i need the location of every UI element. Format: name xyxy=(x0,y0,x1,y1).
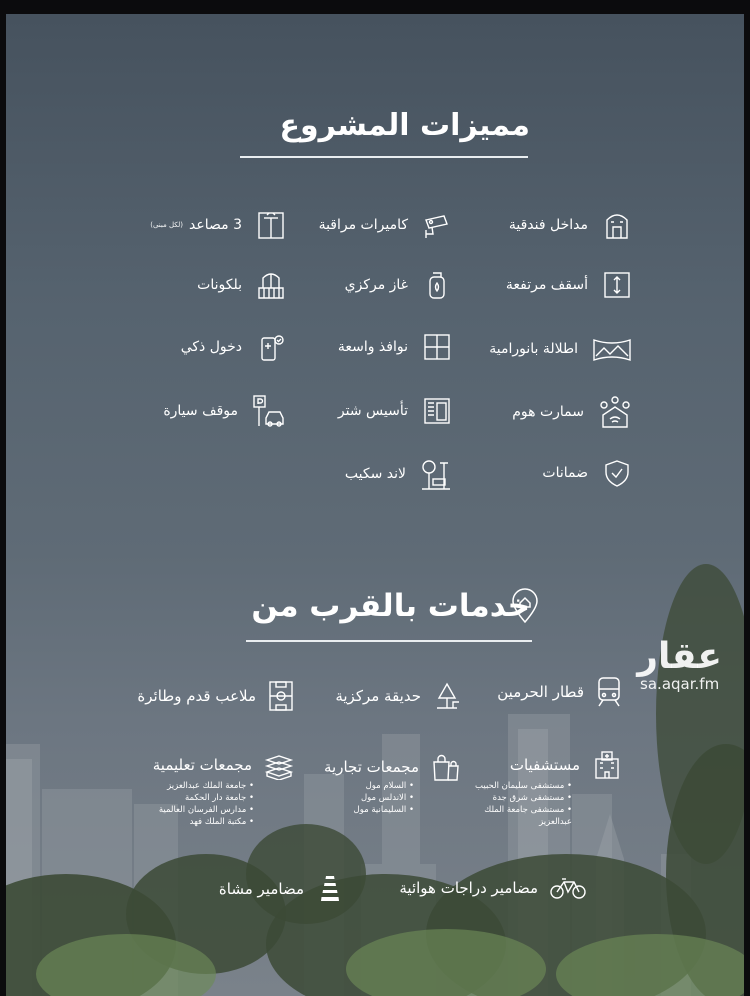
service-central-park: حديقة مركزية xyxy=(335,682,461,710)
service-sports-fields: ملاعب قدم وطائرة xyxy=(137,680,294,712)
parking-icon xyxy=(252,394,286,428)
list-item: • مدارس الفرسان العالمية xyxy=(159,804,254,816)
hotel-entrance-icon xyxy=(602,210,632,240)
aqar-logo: عقار xyxy=(637,636,722,677)
list-item: • جامعة الملك عبدالعزيز xyxy=(159,780,254,792)
feature-panoramic-view: اطلالة بانورامية xyxy=(489,334,632,364)
feature-security-cameras: كاميرات مراقبة xyxy=(319,210,452,240)
service-shopping-malls: مجمعات تجارية xyxy=(324,752,461,782)
feature-landscape: لاند سكيب xyxy=(345,457,452,491)
elevator-icon xyxy=(256,210,286,240)
shutter-icon xyxy=(422,396,452,426)
service-hospitals: مستشفيات xyxy=(510,750,622,780)
security-camera-icon xyxy=(422,210,452,240)
feature-elevators: 3 مصاعد (لكل مبنى) xyxy=(150,210,286,240)
feature-smart-entry: دخول ذكي xyxy=(181,332,286,362)
list-item: • مستشفى شرق جدة xyxy=(462,792,572,804)
smart-home-icon xyxy=(598,395,632,429)
feature-shutter-ready: تأسيس شتر xyxy=(338,396,452,426)
panorama-icon xyxy=(592,334,632,364)
feature-smart-home: سمارت هوم xyxy=(512,395,632,429)
features-title: مميزات المشروع xyxy=(279,108,530,143)
location-pin-icon xyxy=(511,588,539,624)
list-item: • جامعة دار الحكمة xyxy=(159,792,254,804)
nearby-title: خدمات بالقرب من xyxy=(251,588,530,624)
feature-wide-windows: نوافذ واسعة xyxy=(338,332,452,362)
list-item: • مكتبة الملك فهد xyxy=(159,816,254,828)
city-skyline-background xyxy=(6,14,744,996)
list-item: • مستشفى سليمان الحبيب xyxy=(462,780,572,792)
list-item: • الاندلس مول xyxy=(354,792,414,804)
malls-list xyxy=(354,780,414,816)
education-list xyxy=(159,780,254,828)
gas-cylinder-icon xyxy=(422,270,452,300)
aqar-url: sa.aqar.fm xyxy=(640,675,720,693)
features-title-underline xyxy=(240,156,528,158)
feature-warranties: ضمانات xyxy=(542,458,632,488)
list-item: • السليمانية مول xyxy=(354,804,414,816)
poster xyxy=(6,14,744,996)
shopping-bags-icon xyxy=(431,752,461,782)
high-ceiling-icon xyxy=(602,270,632,300)
feature-high-ceilings: أسقف مرتفعة xyxy=(506,270,632,300)
soccer-field-icon xyxy=(268,680,294,712)
hospital-icon xyxy=(592,750,622,780)
aqar-watermark xyxy=(637,636,722,693)
balcony-icon xyxy=(256,270,286,300)
crosswalk-icon xyxy=(316,874,344,904)
train-icon xyxy=(596,676,622,708)
hospitals-list xyxy=(462,780,572,828)
feature-central-gas: غاز مركزي xyxy=(345,270,452,300)
feature-balconies: بلكونات xyxy=(197,270,286,300)
shield-check-icon xyxy=(602,458,632,488)
feature-parking: موقف سيارة xyxy=(163,394,286,428)
window-icon xyxy=(422,332,452,362)
books-icon xyxy=(264,750,294,780)
service-bike-tracks: مضامير دراجات هوائية xyxy=(399,876,586,900)
nearby-title-underline xyxy=(246,640,532,642)
service-walking-tracks: مضامير مشاة xyxy=(219,874,344,904)
service-haramain-train: قطار الحرمين xyxy=(497,676,622,708)
smart-lock-icon xyxy=(256,332,286,362)
landscape-icon xyxy=(420,457,452,491)
feature-hotel-entrances: مداخل فندقية xyxy=(509,210,632,240)
list-item: • مستشفى جامعة الملك عبدالعزيز xyxy=(462,804,572,828)
list-item: • السلام مول xyxy=(354,780,414,792)
park-tree-icon xyxy=(433,682,461,710)
bicycle-icon xyxy=(550,876,586,900)
service-educational-complexes: مجمعات تعليمية xyxy=(153,750,294,780)
